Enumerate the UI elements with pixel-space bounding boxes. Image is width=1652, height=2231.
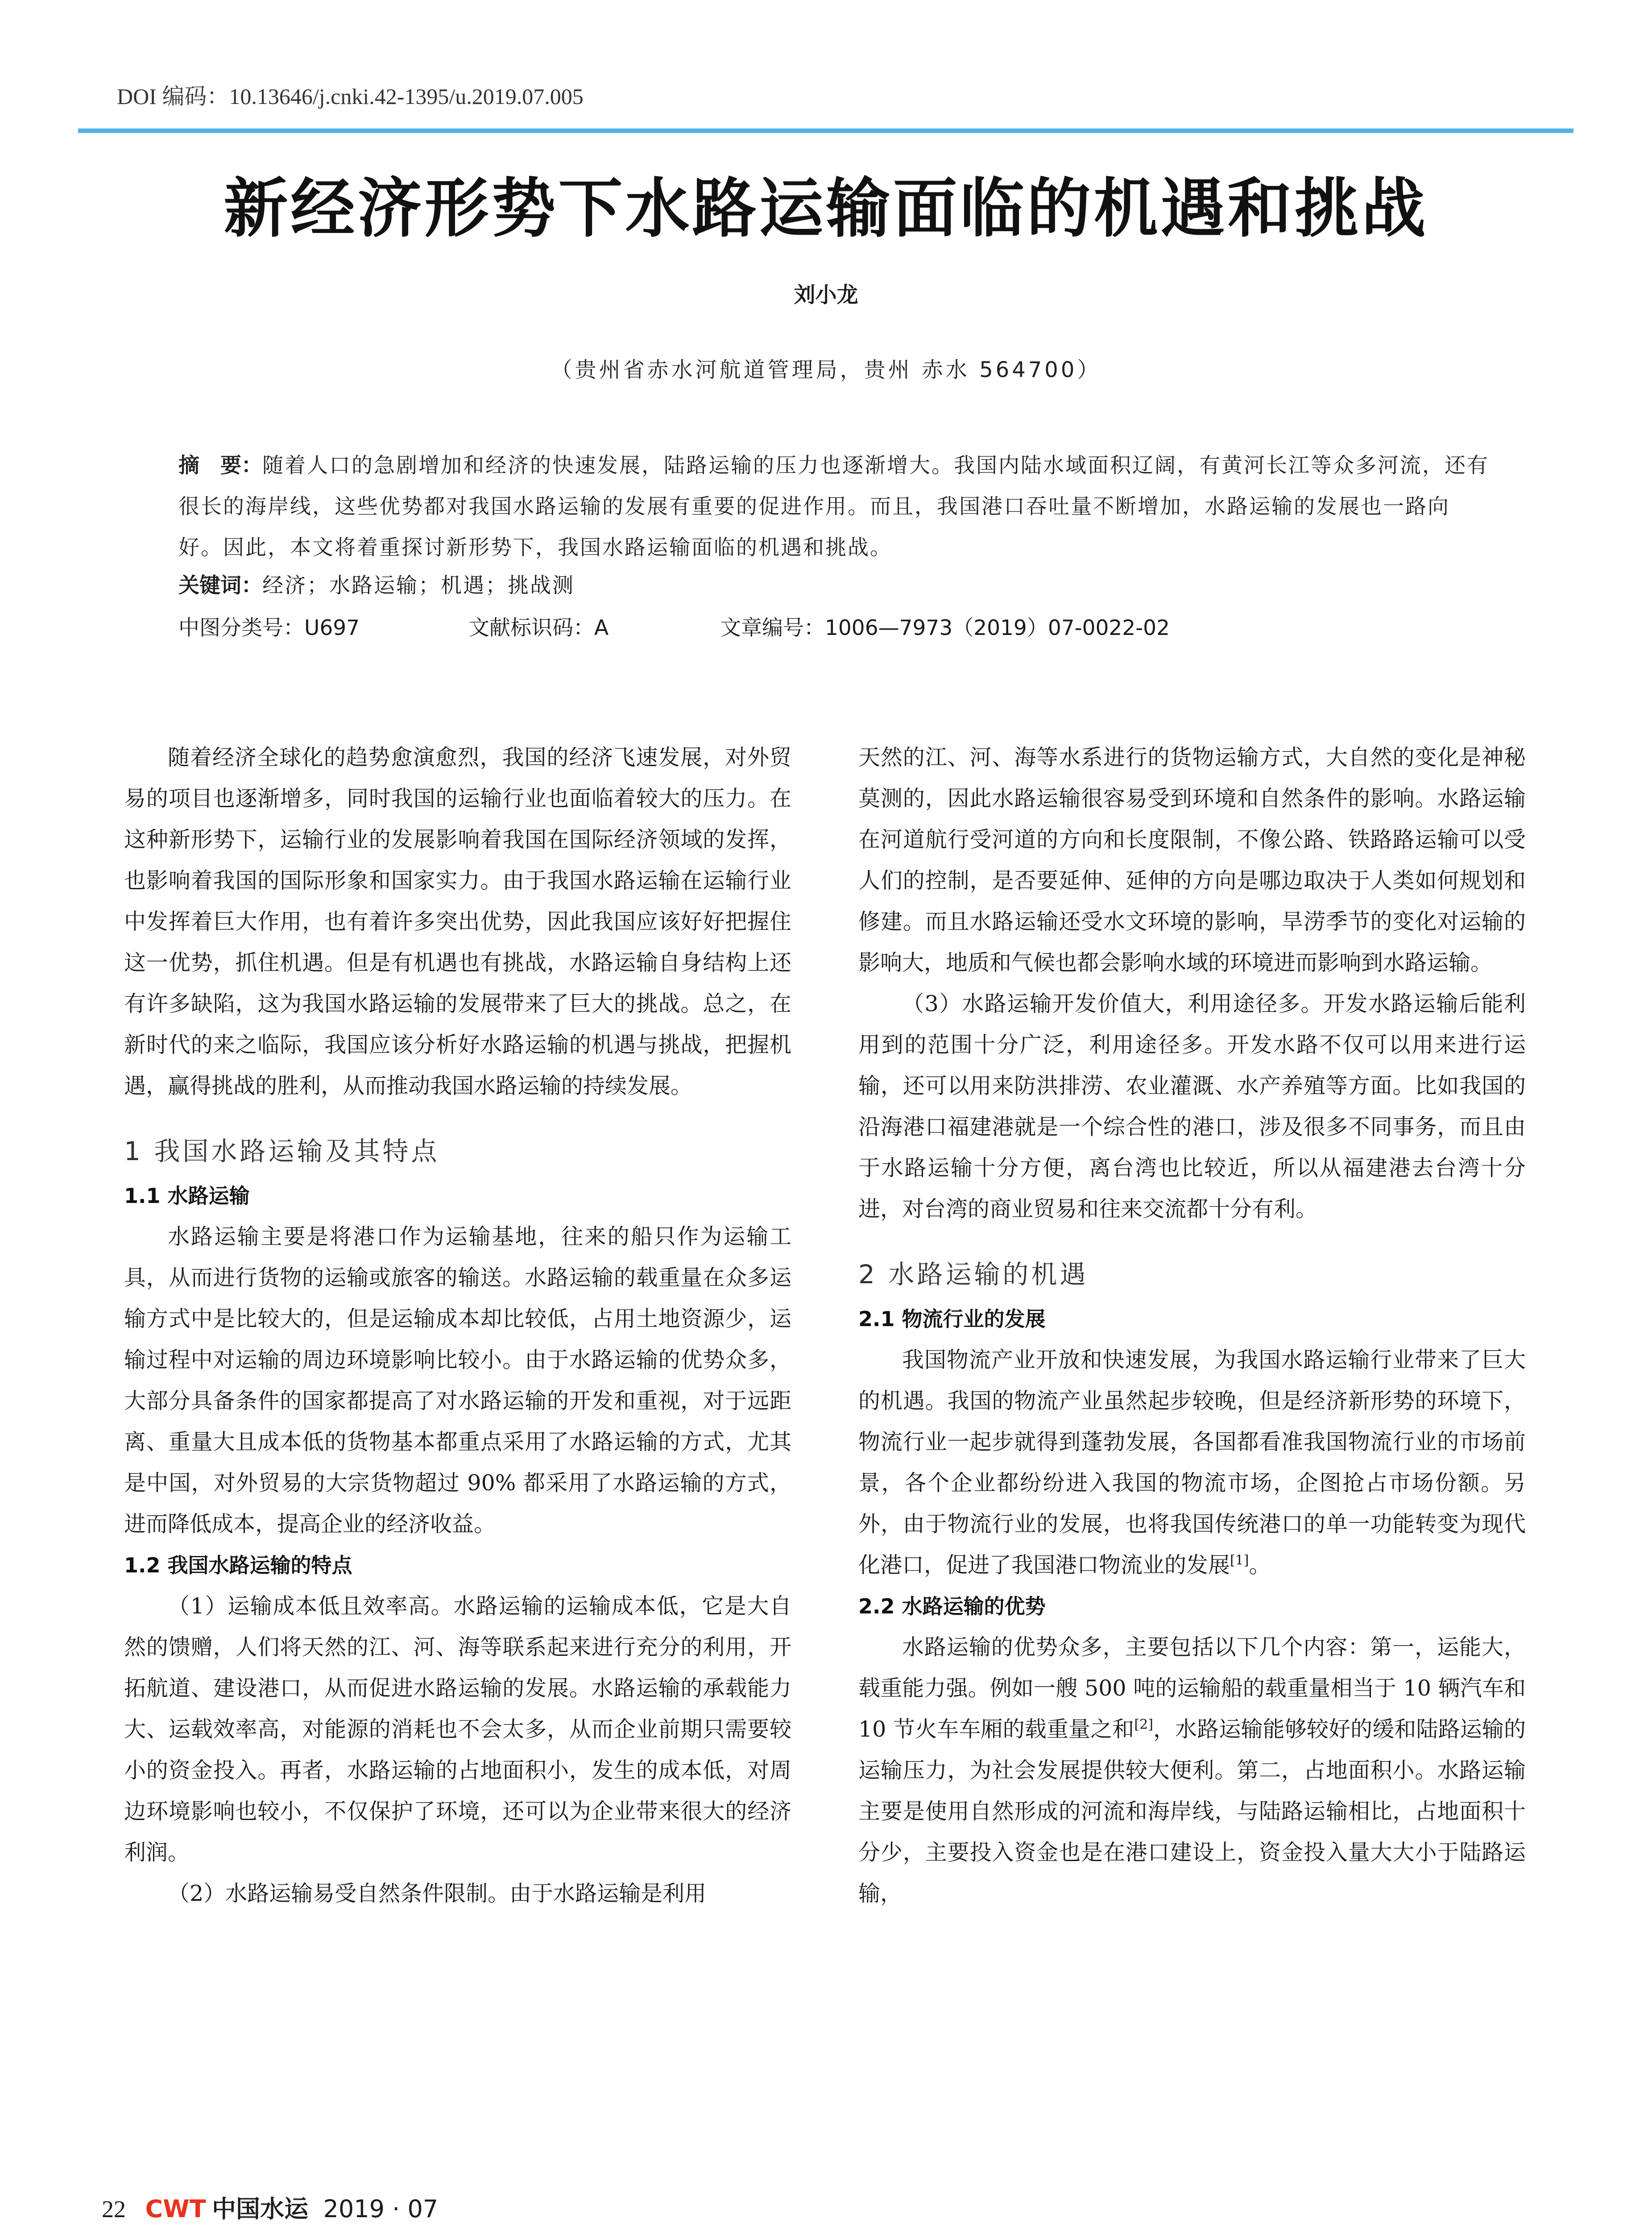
- keywords-label: 关键词：: [178, 573, 262, 598]
- issue-number: 2019 · 07: [323, 2195, 439, 2223]
- paragraph-2-2-text: 水路运输的优势众多，主要包括以下几个内容：第一，运能大，载重能力强。例如一艘 500 吨的运输船的载重量相当于 10 辆汽车和 10 节火车车厢的载重量之和: [858, 1634, 1526, 1742]
- author-name: 刘小龙: [794, 282, 858, 307]
- paragraph-1-2-a: （1）运输成本低且效率高。水路运输的运输成本低，它是大自然的馈赠，人们将天然的江、河、海等联系起来进行充分的利用，开拓航道、建设港口，从而促进水路运输的发展。水路运输的承载能力大、运载效率高，对能源的消耗也不会太多，从而企业前期只需要较小的资金投入。再者，水路运输的占地面积小，发生的成本低，对周边环境影响也较小，不仅保护了环境，还可以为企业带来很大的经济利润。: [124, 1593, 791, 1865]
- paragraph-1-2-b-continued: 天然的江、河、海等水系进行的货物运输方式，大自然的变化是神秘莫测的，因此水路运输很容易受到环境和自然条件的影响。水路运输在河道航行受河道的方向和长度限制，不像公路、铁路路运输可以受人们的控制，是否要延伸、延伸的方向是哪边取决于人类如何规划和修建。而且水路运输还受水文环境的影响，旱涝季节的变化对运输的影响大，地质和气候也都会影响水域的环境进而影响到水路运输。: [858, 745, 1526, 975]
- citation-2: [2]: [1134, 1717, 1153, 1733]
- abstract-text: 随着人口的急剧增加和经济的快速发展，陆路运输的压力也逐渐增大。我国内陆水域面积辽阔，有黄河长江等众多河流，还有很长的海岸线，这些优势都对我国水路运输的发展有重要的促进作用。而且，我国港口吞吐量不断增加，水路运输的发展也一路向好。因此，本文将着重探讨新形势下，我国水路运输面临的机遇和挑战。: [178, 453, 1489, 560]
- page-number: 22: [102, 2196, 126, 2223]
- document-code: 文献标识码：A: [468, 616, 609, 640]
- paragraph-1-2-c: （3）水路运输开发价值大，利用途径多。开发水路运输后能利用到的范围十分广泛，利用途径多。开发水路不仅可以用来进行运输，还可以用来防洪排涝、农业灌溉、水产养殖等方面。比如我国的沿海港口福建港就是一个综合性的港口，涉及很多不同事务，而且由于水路运输十分方便，离台湾也比较近，所以从福建港去台湾十分进，对台湾的商业贸易和往来交流都十分有利。: [858, 991, 1526, 1222]
- section-heading-2: 2 水路运输的机遇: [858, 1259, 1089, 1290]
- right-column: [858, 737, 1526, 1914]
- cwt-logo: CWT: [145, 2195, 206, 2223]
- doi-line: DOI 编码：10.13646/j.cnki.42-1395/u.2019.07.005: [117, 84, 584, 109]
- page-footer: [102, 2190, 438, 2224]
- abstract-label: 摘 要：: [178, 453, 262, 478]
- classification-line: [178, 611, 1490, 638]
- abstract: [178, 445, 1490, 568]
- subsection-heading-2-1: 2.1 物流行业的发展: [858, 1307, 1046, 1331]
- citation-1: [1]: [1230, 1552, 1249, 1568]
- subsection-heading-1-2: 1.2 我国水路运输的特点: [124, 1553, 352, 1577]
- author-affiliation: （贵州省赤水河航道管理局，贵州 赤水 564700）: [551, 357, 1101, 382]
- paragraph-2-1-text: 我国物流产业开放和快速发展，为我国水路运输行业带来了巨大的机遇。我国的物流产业虽然起步较晚，但是经济新形势的环境下，物流行业一起步就得到蓬勃发展，各国都看准我国物流行业的市场前景，各个企业都纷纷进入我国的物流市场，企图抢占市场份额。另外，由于物流行业的发展，也将我国传统港口的单一功能转变为现代化港口，促进了我国港口物流业的发展: [858, 1347, 1526, 1578]
- subsection-heading-1-1: 1.1 水路运输: [124, 1184, 250, 1208]
- article-number: 文章编号：1006—7973（2019）07-0022-02: [720, 616, 1170, 640]
- paragraph-2-1-end: 。: [1249, 1552, 1271, 1578]
- clc-number: 中图分类号：U697: [178, 616, 360, 640]
- keywords: [178, 569, 575, 599]
- subsection-heading-2-2: 2.2 水路运输的优势: [858, 1594, 1046, 1618]
- magazine-name: 中国水运: [212, 2194, 309, 2223]
- paragraph-2-1: [858, 1339, 1526, 1586]
- section-heading-1: 1 我国水路运输及其特点: [124, 1136, 440, 1166]
- paragraph-2-2-end: ，水路运输能够较好的缓和陆路运输的运输压力，为社会发展提供较大便利。第二，占地面积小。水路运输主要是使用自然形成的河流和海岸线，与陆路运输相比，占地面积十分少，主要投入资金也是在港口建设上，资金投入量大大小于陆路运输，: [858, 1717, 1526, 1906]
- article-title: 新经济形势下水路运输面临的机遇和挑战: [224, 170, 1428, 246]
- paragraph-1-1: 水路运输主要是将港口作为运输基地，往来的船只作为运输工具，从而进行货物的运输或旅客的输送。水路运输的载重量在众多运输方式中是比较大的，但是运输成本却比较低，占用土地资源少，运输过程中对运输的周边环境影响比较小。由于水路运输的优势众多，大部分具备条件的国家都提高了对水路运输的开发和重视，对于远距离、重量大且成本低的货物基本都重点采用了水路运输的方式，尤其是中国，对外贸易的大宗货物超过 90% 都采用了水路运输的方式，进而降低成本，提高企业的经济收益。: [124, 1224, 791, 1537]
- paragraph-2-2: [858, 1627, 1526, 1914]
- left-column: [124, 737, 791, 1914]
- paragraph-1-2-b: （2）水路运输易受自然条件限制。由于水路运输是利用: [168, 1881, 707, 1906]
- keywords-text: 经济；水路运输；机遇；挑战测: [262, 573, 575, 598]
- intro-paragraph: 随着经济全球化的趋势愈演愈烈，我国的经济飞速发展，对外贸易的项目也逐渐增多，同时我国的运输行业也面临着较大的压力。在这种新形势下，运输行业的发展影响着我国在国际经济领域的发挥，也影响着我国的国际形象和国家实力。由于我国水路运输在运输行业中发挥着巨大作用，也有着许多突出优势，因此我国应该好好把握住这一优势，抓住机遇。但是有机遇也有挑战，水路运输自身结构上还有许多缺陷，这为我国水路运输的发展带来了巨大的挑战。总之，在新时代的来之临际，我国应该分析好水路运输的机遇与挑战，把握机遇，赢得挑战的胜利，从而推动我国水路运输的持续发展。: [124, 745, 791, 1099]
- header-rule: [78, 129, 1573, 133]
